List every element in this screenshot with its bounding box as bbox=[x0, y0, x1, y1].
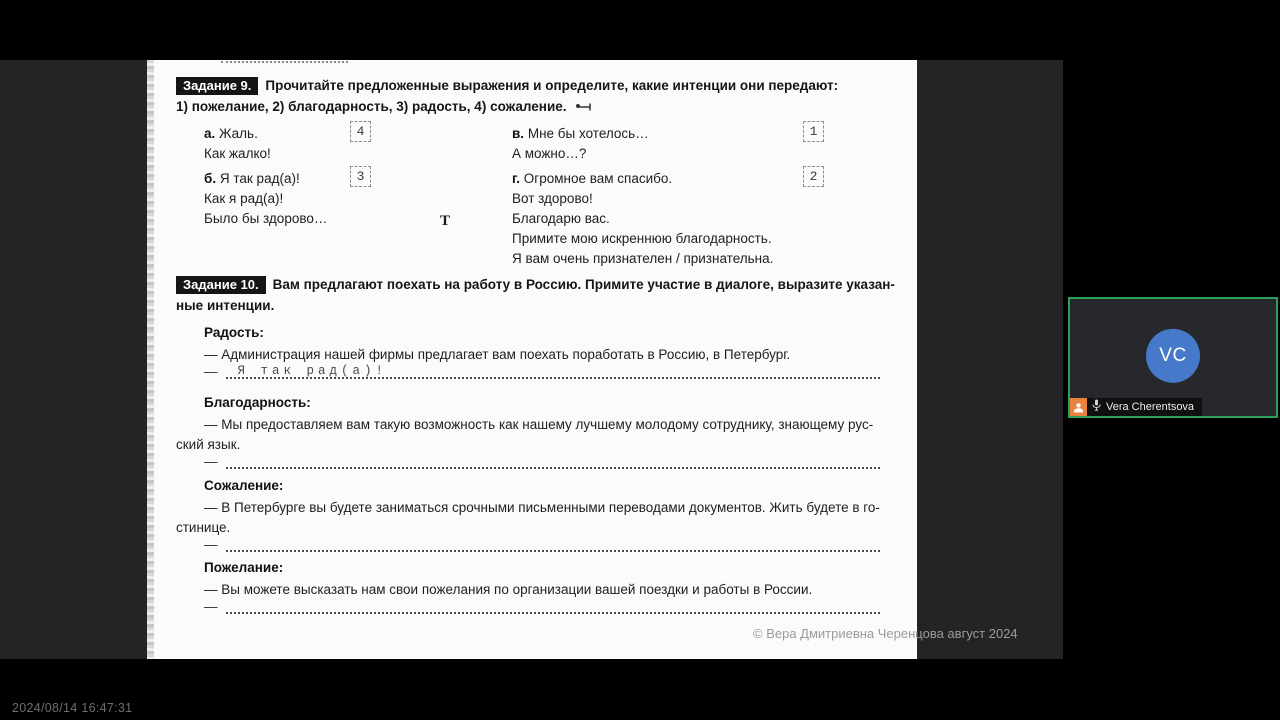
task9-line1: Прочитайте предложенные выражения и определите, какие интенции они передают: bbox=[265, 78, 839, 93]
section-pozhelanie-title: Пожелание: bbox=[204, 560, 284, 575]
item-b-line2: Как я рад(а)! bbox=[204, 191, 284, 206]
dotted-answer-line bbox=[226, 364, 881, 379]
section-radost-answer-line: — Я так рад(а)! bbox=[204, 363, 880, 379]
item-v-label: в. bbox=[512, 126, 525, 141]
task10-instruction bbox=[176, 274, 901, 316]
task10-line2: ные интенции. bbox=[176, 298, 275, 313]
dotted-answer-line bbox=[226, 454, 881, 469]
task9-instruction bbox=[176, 75, 901, 118]
item-g-label: г. bbox=[512, 171, 521, 186]
participant-name-bar bbox=[1070, 398, 1202, 416]
task9-item-v bbox=[512, 124, 894, 164]
item-b-label: б. bbox=[204, 171, 217, 186]
item-g-line2: Вот здорово! bbox=[512, 191, 593, 206]
page-top-dotted-fragment bbox=[221, 61, 348, 63]
dotted-answer-line bbox=[226, 537, 881, 552]
task10-line1: Вам предлагают поехать на работу в Россию. Примите участие в диалоге, выразите указан- bbox=[272, 277, 895, 292]
copyright-text: © Вера Дмитриевна Черенцова август 2024 bbox=[753, 626, 1018, 641]
task9-badge: Задание 9. bbox=[176, 77, 258, 95]
item-g-line5: Я вам очень признателен / признательна. bbox=[512, 251, 774, 266]
document-page bbox=[147, 60, 917, 659]
item-g-line4: Примите мою искреннюю благодарность. bbox=[512, 231, 772, 246]
item-g-line3: Благодарю вас. bbox=[512, 211, 610, 226]
answer-box-b: 3 bbox=[350, 166, 371, 187]
screen-share-area bbox=[0, 60, 1063, 659]
section-pozhelanie bbox=[176, 558, 880, 614]
section-radost-stimulus: — Администрация нашей фирмы предлагает вам поехать поработать в Россию, в Петербург. bbox=[204, 347, 791, 362]
section-radost bbox=[176, 323, 880, 379]
item-b-line1: Я так рад(а)! bbox=[219, 171, 300, 186]
task-pointer-icon bbox=[575, 97, 592, 118]
item-v-line1: Мне бы хотелось… bbox=[527, 126, 649, 141]
section-sozhalenie-title: Сожаление: bbox=[204, 478, 284, 493]
answer-box-a: 4 bbox=[350, 121, 371, 142]
section-blagodarnost bbox=[176, 393, 880, 469]
section-pozhelanie-answer-line: — bbox=[204, 598, 880, 614]
item-a-line1: Жаль. bbox=[219, 126, 258, 141]
task9-line2: 1) пожелание, 2) благодарность, 3) радость, 4) сожаление. bbox=[176, 99, 567, 114]
avatar-placeholder-icon bbox=[1070, 398, 1087, 416]
section-blagodarnost-title: Благодарность: bbox=[204, 395, 311, 410]
task9-item-g bbox=[512, 169, 894, 269]
avatar bbox=[1146, 328, 1200, 382]
answer-box-v: 1 bbox=[803, 121, 824, 142]
section-radost-title: Радость: bbox=[204, 325, 264, 340]
task9-items bbox=[204, 124, 894, 269]
section-blagodarnost-stimulus: — Мы предоставляем вам такую возможность как нашему лучшему молодому сотруднику, знающему рус- ский язык. bbox=[176, 417, 874, 452]
dotted-answer-line bbox=[226, 599, 881, 614]
item-a-line2: Как жалко! bbox=[204, 146, 271, 161]
participant-name: Vera Cherentsova bbox=[1106, 401, 1195, 413]
answer-box-g: 2 bbox=[803, 166, 824, 187]
stray-letter-mark: Т bbox=[440, 213, 451, 229]
microphone-icon bbox=[1092, 398, 1101, 416]
typed-answer: Я так рад(а)! bbox=[237, 364, 388, 378]
avatar-initials: VC bbox=[1159, 344, 1187, 366]
section-blagodarnost-answer-line: — bbox=[204, 453, 880, 469]
section-sozhalenie-answer-line: — bbox=[204, 536, 880, 552]
task9-item-b bbox=[204, 169, 512, 269]
task9-item-a bbox=[204, 124, 512, 164]
item-b-line3: Было бы здорово… bbox=[204, 211, 328, 226]
item-v-line2: А можно…? bbox=[512, 146, 587, 161]
item-g-line1: Огромное вам спасибо. bbox=[523, 171, 673, 186]
recording-timestamp: 2024/08/14 16:47:31 bbox=[12, 701, 133, 715]
section-sozhalenie-stimulus: — В Петербурге вы будете заниматься срочными письменными переводами документов. Жить будете в го- стинице. bbox=[176, 500, 880, 535]
participant-video-tile[interactable] bbox=[1068, 297, 1278, 418]
section-pozhelanie-stimulus: — Вы можете высказать нам свои пожелания по организации вашей поездки и работы в России. bbox=[204, 582, 813, 597]
task10-badge: Задание 10. bbox=[176, 276, 266, 294]
item-a-label: а. bbox=[204, 126, 216, 141]
section-sozhalenie bbox=[176, 476, 880, 552]
